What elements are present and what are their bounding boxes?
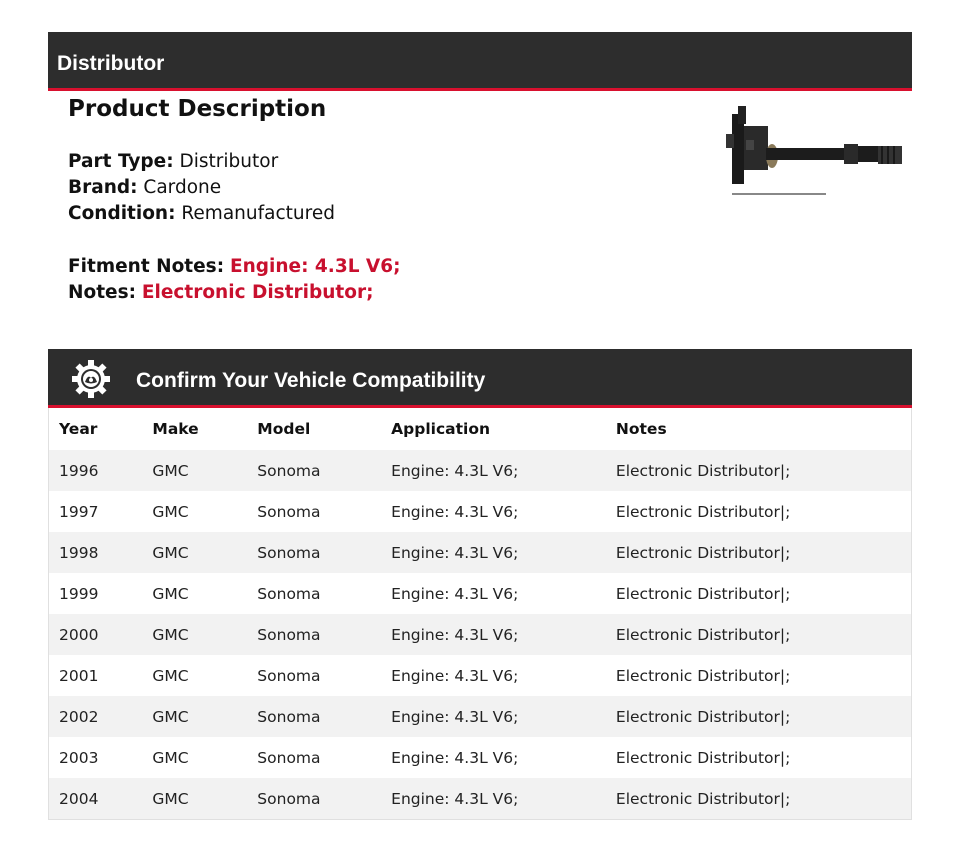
part-type-value: Distributor (179, 151, 279, 172)
make-cell: GMC (152, 748, 189, 767)
column-header-year: Year (59, 420, 98, 438)
application-cell: Engine: 4.3L V6; (391, 502, 519, 521)
year-cell: 1997 (59, 502, 99, 521)
table-header-row (49, 408, 912, 450)
notes-cell: Electronic Distributor|; (615, 707, 791, 726)
year-cell: 1996 (59, 461, 99, 480)
column-header-application: Application (391, 420, 491, 438)
column-header-make: Make (152, 420, 199, 438)
model-cell: Sonoma (257, 584, 321, 603)
notes-cell: Electronic Distributor|; (615, 789, 791, 808)
notes-cell: Electronic Distributor|; (615, 543, 791, 562)
application-cell: Engine: 4.3L V6; (391, 707, 519, 726)
condition-value: Remanufactured (181, 203, 335, 224)
model-cell: Sonoma (257, 748, 321, 767)
make-cell: GMC (152, 584, 189, 603)
table-row (49, 573, 912, 614)
part-type-line (68, 151, 278, 172)
product-description-heading: Product Description (68, 96, 327, 122)
table-row (49, 655, 912, 696)
brand-line (68, 177, 221, 198)
model-cell: Sonoma (257, 502, 321, 521)
make-cell: GMC (152, 789, 189, 808)
notes-cell: Electronic Distributor|; (615, 625, 791, 644)
notes-line (68, 282, 373, 303)
table-row (49, 737, 912, 778)
fitment-label: Fitment Notes: (68, 256, 225, 277)
make-cell: GMC (152, 543, 189, 562)
year-cell: 2002 (59, 707, 99, 726)
year-cell: 1999 (59, 584, 99, 603)
make-cell: GMC (152, 502, 189, 521)
section-title: Distributor (57, 52, 165, 75)
notes-value: Electronic Distributor; (141, 282, 374, 303)
column-header-notes: Notes (615, 420, 667, 438)
model-cell: Sonoma (257, 707, 321, 726)
application-cell: Engine: 4.3L V6; (391, 543, 519, 562)
application-cell: Engine: 4.3L V6; (391, 666, 519, 685)
brand-value: Cardone (143, 177, 222, 198)
application-cell: Engine: 4.3L V6; (391, 625, 519, 644)
fitment-line (68, 256, 401, 277)
compatibility-title: Confirm Your Vehicle Compatibility (136, 369, 486, 392)
condition-label: Condition: (68, 203, 176, 224)
application-cell: Engine: 4.3L V6; (391, 748, 519, 767)
notes-cell: Electronic Distributor|; (615, 584, 791, 603)
table-row (49, 614, 912, 655)
fitment-value: Engine: 4.3L V6; (229, 256, 401, 277)
make-cell: GMC (152, 461, 189, 480)
year-cell: 2000 (59, 625, 99, 644)
application-cell: Engine: 4.3L V6; (391, 584, 519, 603)
distributor-product-image (726, 104, 906, 200)
part-type-label: Part Type: (68, 151, 174, 172)
make-cell: GMC (152, 707, 189, 726)
compatibility-header-bar (48, 349, 912, 408)
table-row (49, 696, 912, 737)
application-cell: Engine: 4.3L V6; (391, 461, 519, 480)
gear-icon (70, 358, 112, 400)
notes-cell: Electronic Distributor|; (615, 666, 791, 685)
condition-line (68, 203, 335, 224)
compatibility-table (48, 408, 912, 820)
table-row (49, 491, 912, 532)
year-cell: 2001 (59, 666, 99, 685)
brand-label: Brand: (68, 177, 138, 198)
model-cell: Sonoma (257, 543, 321, 562)
model-cell: Sonoma (257, 666, 321, 685)
year-cell: 2004 (59, 789, 99, 808)
model-cell: Sonoma (257, 461, 321, 480)
application-cell: Engine: 4.3L V6; (391, 789, 519, 808)
distributor-header-bar (48, 32, 912, 91)
year-cell: 2003 (59, 748, 99, 767)
product-description (68, 96, 326, 122)
table-row (49, 450, 912, 491)
notes-label: Notes: (68, 282, 136, 303)
notes-cell: Electronic Distributor|; (615, 461, 791, 480)
table-row (49, 532, 912, 573)
notes-cell: Electronic Distributor|; (615, 502, 791, 521)
model-cell: Sonoma (257, 789, 321, 808)
column-header-model: Model (257, 420, 311, 438)
year-cell: 1998 (59, 543, 99, 562)
make-cell: GMC (152, 666, 189, 685)
model-cell: Sonoma (257, 625, 321, 644)
table-row (49, 778, 912, 820)
make-cell: GMC (152, 625, 189, 644)
notes-cell: Electronic Distributor|; (615, 748, 791, 767)
